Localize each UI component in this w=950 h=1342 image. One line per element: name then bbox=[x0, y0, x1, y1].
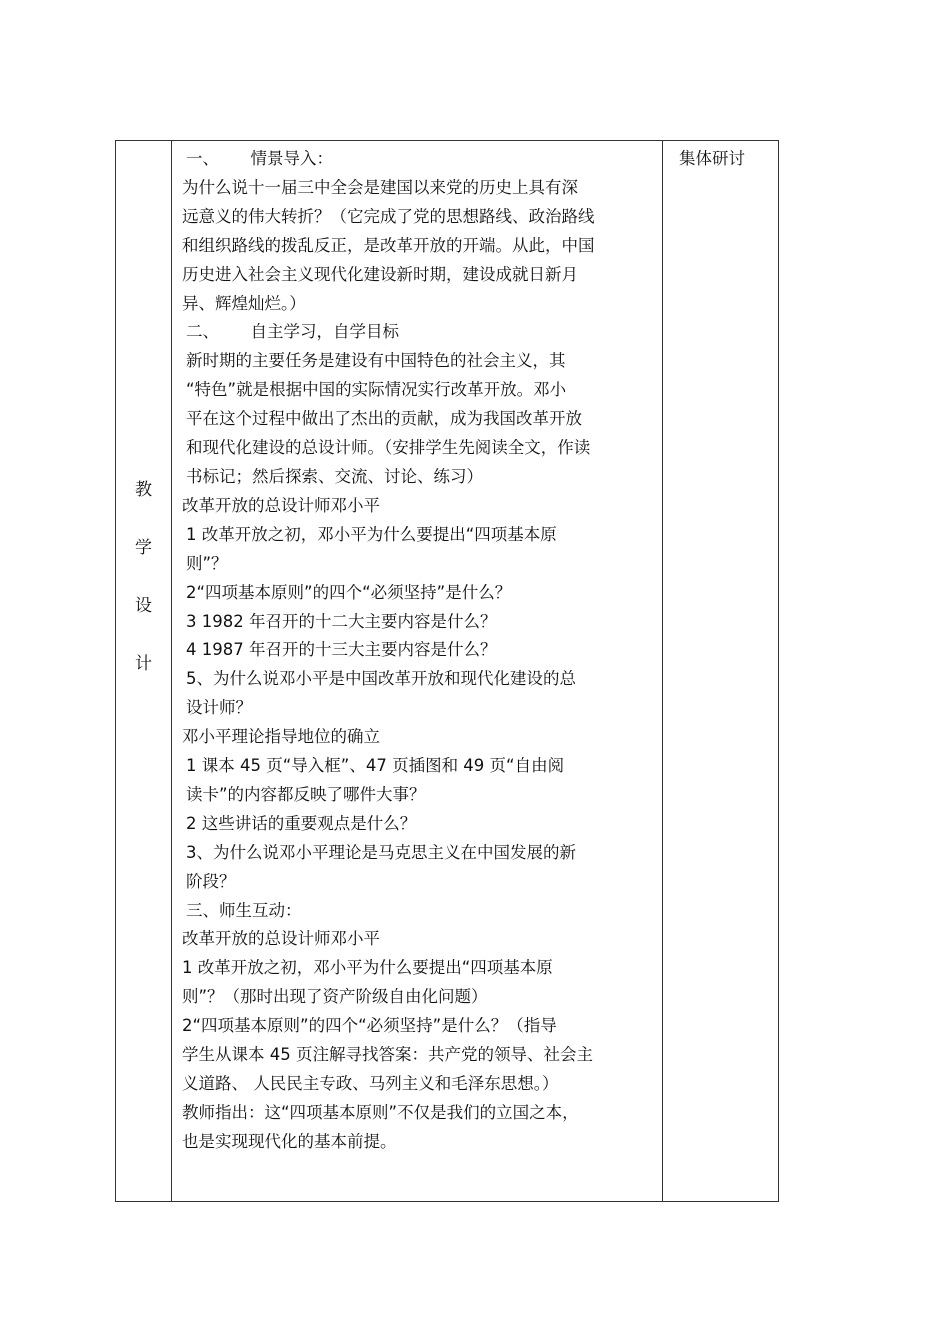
content-line: 为什么说十一届三中全会是建国以来党的历史上具有深 bbox=[182, 177, 578, 197]
content-line: 平在这个过程中做出了杰出的贡献，成为我国改革开放 bbox=[186, 409, 582, 429]
column-divider bbox=[171, 141, 172, 1201]
content-line: 和现代化建设的总设计师。（安排学生先阅读全文，作读 bbox=[186, 438, 591, 458]
content-line: 1 改革开放之初，邓小平为什么要提出“四项基本原 bbox=[182, 958, 553, 978]
remark-cell: 集体研讨 bbox=[679, 149, 745, 168]
content-line: 读卡”的内容都反映了哪件大事？ bbox=[186, 784, 426, 804]
lesson-design-table bbox=[115, 140, 779, 1202]
content-line: 远意义的伟大转折？（它完成了党的思想路线、政治路线 bbox=[182, 206, 595, 226]
section-label bbox=[116, 479, 171, 711]
content-line: 3 1982 年召开的十二大主要内容是什么？ bbox=[186, 611, 497, 631]
content-line: 改革开放的总设计师邓小平 bbox=[182, 495, 380, 515]
section-label-char: 计 bbox=[135, 654, 152, 674]
content-line: 学生从课本 45 页注解寻找答案：共产党的领导、社会主 bbox=[182, 1045, 593, 1065]
content-line: 2“四项基本原则”的四个“必须坚持”是什么？ bbox=[186, 582, 512, 602]
content-line: 阶段？ bbox=[186, 871, 236, 891]
content-line: 1 课本 45 页“导入框”、47 页插图和 49 页“自由阅 bbox=[186, 756, 565, 776]
content-line: 和组织路线的拨乱反正，是改革开放的开端。从此，中国 bbox=[182, 235, 595, 255]
content-line: 2“四项基本原则”的四个“必须坚持”是什么？（指导 bbox=[182, 1016, 557, 1036]
section-label-char: 设 bbox=[135, 596, 152, 616]
content-line: 历史进入社会主义现代化建设新时期，建设成就日新月 bbox=[182, 264, 578, 284]
lesson-content bbox=[182, 145, 656, 1157]
content-line: 教师指出：这“四项基本原则”不仅是我们的立国之本， bbox=[182, 1102, 579, 1122]
content-line: 义道路、 人民民主专政、马列主义和毛泽东思想。） bbox=[182, 1074, 559, 1093]
content-line: 书标记；然后探索、交流、讨论、练习） bbox=[186, 466, 483, 486]
content-line: 改革开放的总设计师邓小平 bbox=[182, 929, 380, 949]
content-line: 设计师？ bbox=[186, 698, 252, 718]
content-line: 则”？（那时出现了资产阶级自由化问题） bbox=[182, 987, 488, 1007]
column-divider bbox=[662, 141, 663, 1201]
content-line: 3、为什么说邓小平理论是马克思主义在中国发展的新 bbox=[186, 842, 576, 862]
content-line: 异、辉煌灿烂。） bbox=[182, 293, 306, 313]
content-line: 三、师生互动： bbox=[186, 900, 302, 920]
content-line: 一、 情景导入： bbox=[186, 149, 333, 168]
content-line: 2 这些讲话的重要观点是什么？ bbox=[186, 813, 417, 833]
content-line: 也是实现现代化的基本前提。 bbox=[182, 1131, 397, 1151]
content-line: “特色”就是根据中国的实际情况实行改革开放。邓小 bbox=[186, 380, 567, 400]
content-line: 则”？ bbox=[186, 553, 228, 573]
section-label-char: 学 bbox=[135, 538, 152, 558]
content-line: 5、为什么说邓小平是中国改革开放和现代化建设的总 bbox=[186, 669, 576, 689]
content-line: 新时期的主要任务是建设有中国特色的社会主义，其 bbox=[186, 351, 566, 371]
section-label-char: 教 bbox=[135, 480, 152, 500]
content-line: 邓小平理论指导地位的确立 bbox=[182, 727, 380, 747]
content-line: 1 改革开放之初，邓小平为什么要提出“四项基本原 bbox=[186, 524, 557, 544]
content-line: 4 1987 年召开的十三大主要内容是什么？ bbox=[186, 640, 497, 660]
content-line: 二、 自主学习，自学目标 bbox=[186, 322, 399, 342]
